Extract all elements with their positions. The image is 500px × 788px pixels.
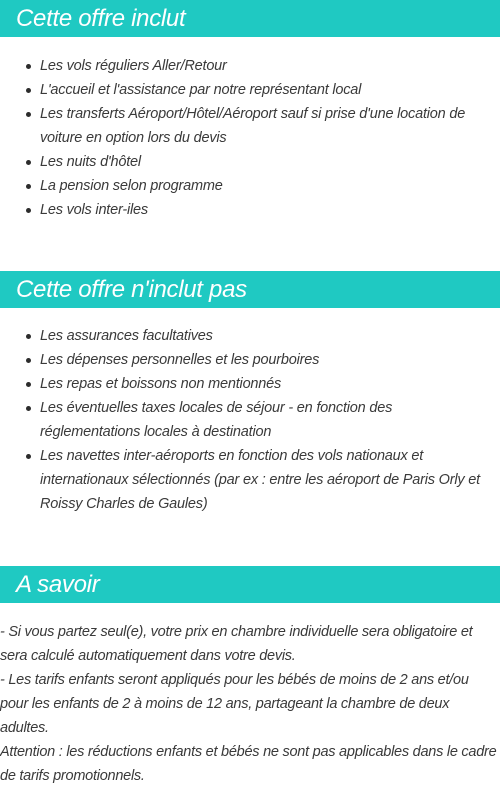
- list-item: Les assurances facultatives: [0, 324, 500, 348]
- includes-list: [0, 54, 500, 222]
- excludes-heading: Cette offre n'inclut pas: [0, 271, 500, 308]
- list-item: Les navettes inter-aéroports en fonction des vols nationaux et internationaux sélectionnés (par ex : entre les aéroport de Paris Orly et Roissy Charles de Gaules): [0, 444, 500, 516]
- list-item: Les dépenses personnelles et les pourboires: [0, 348, 500, 372]
- savoir-paragraph: - Si vous partez seul(e), votre prix en chambre individuelle sera obligatoire et sera calculé automatiquement dans votre devis.: [0, 624, 473, 664]
- list-item: Les vols inter-iles: [0, 198, 500, 222]
- list-item: La pension selon programme: [0, 174, 500, 198]
- savoir-paragraph: Attention : les réductions enfants et bébés ne sont pas applicables dans le cadre de tarifs promotionnels.: [0, 744, 497, 784]
- list-item: Les vols réguliers Aller/Retour: [0, 54, 500, 78]
- list-item: L'accueil et l'assistance par notre représentant local: [0, 78, 500, 102]
- excludes-list: [0, 324, 500, 516]
- list-item: Les transferts Aéroport/Hôtel/Aéroport sauf si prise d'une location de voiture en option lors du devis: [0, 102, 500, 150]
- savoir-heading: A savoir: [0, 566, 500, 603]
- includes-heading: Cette offre inclut: [0, 0, 500, 37]
- list-item: Les repas et boissons non mentionnés: [0, 372, 500, 396]
- list-item: Les éventuelles taxes locales de séjour - en fonction des réglementations locales à destination: [0, 396, 500, 444]
- list-item: Les nuits d'hôtel: [0, 150, 500, 174]
- savoir-paragraph: - Les tarifs enfants seront appliqués pour les bébés de moins de 2 ans et/ou pour les enfants de 2 à moins de 12 ans, partageant la chambre de deux adultes.: [0, 672, 469, 736]
